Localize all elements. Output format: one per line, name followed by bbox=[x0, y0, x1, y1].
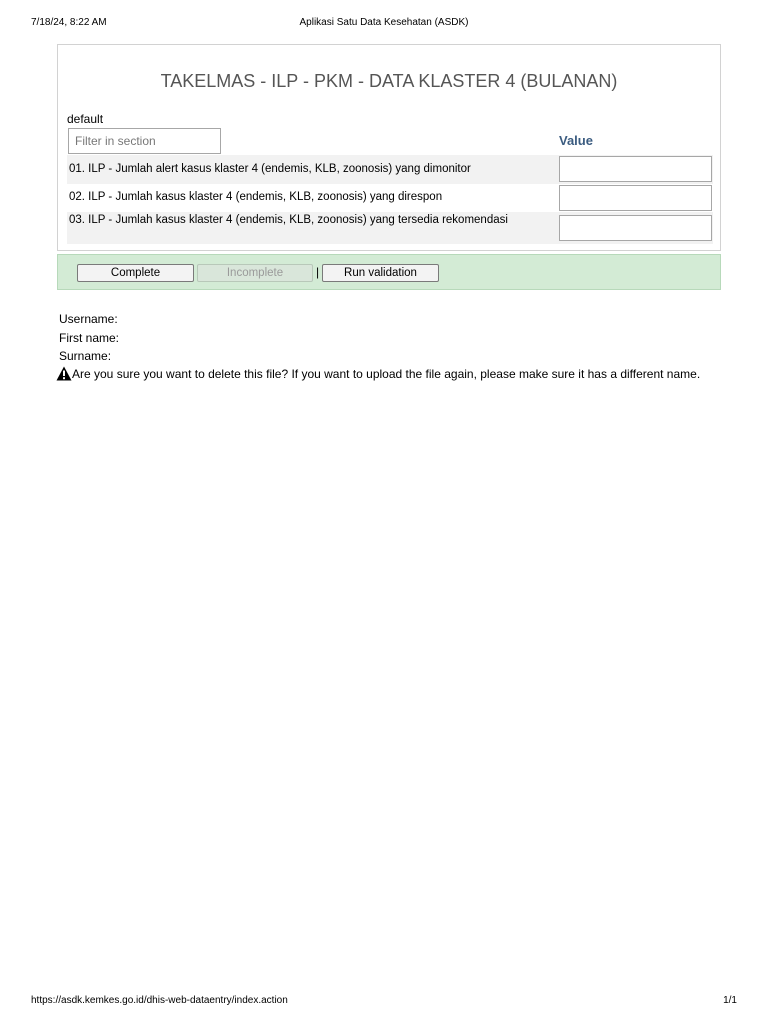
print-datetime: 7/18/24, 8:22 AM bbox=[31, 17, 107, 28]
warning-icon bbox=[56, 366, 72, 381]
data-element-label: 02. ILP - Jumlah kasus klaster 4 (endemis, KLB, zoonosis) yang direspon bbox=[69, 191, 443, 203]
data-element-row bbox=[67, 184, 713, 212]
surname-label: Surname: bbox=[59, 349, 112, 363]
username-label: Username: bbox=[59, 312, 118, 326]
data-element-label: 01. ILP - Jumlah alert kasus klaster 4 (endemis, KLB, zoonosis) yang dimonitor bbox=[69, 163, 471, 175]
button-separator: | bbox=[316, 265, 320, 279]
print-page-title: Aplikasi Satu Data Kesehatan (ASDK) bbox=[299, 17, 469, 28]
incomplete-button[interactable]: Incomplete bbox=[197, 264, 313, 282]
warning-text: Are you sure you want to delete this file? If you want to upload the file again, please make sure it has a different name. bbox=[72, 366, 701, 381]
value-input-01[interactable] bbox=[559, 156, 712, 182]
data-element-row bbox=[67, 212, 713, 244]
form-title: TAKELMAS - ILP - PKM - DATA KLASTER 4 (BULANAN) bbox=[160, 71, 618, 91]
print-header bbox=[31, 17, 737, 31]
print-page-number: 1/1 bbox=[723, 995, 737, 1006]
data-element-row bbox=[67, 155, 713, 184]
value-column-header: Value bbox=[559, 133, 593, 148]
print-url: https://asdk.kemkes.go.id/dhis-web-dataentry/index.action bbox=[31, 995, 288, 1006]
run-validation-button[interactable]: Run validation bbox=[322, 264, 439, 282]
section-name: default bbox=[67, 112, 104, 126]
filter-in-section-input[interactable] bbox=[68, 128, 221, 154]
complete-button[interactable]: Complete bbox=[77, 264, 194, 282]
data-element-label: 03. ILP - Jumlah kasus klaster 4 (endemis, KLB, zoonosis) yang tersedia rekomendasi bbox=[69, 214, 508, 226]
value-input-02[interactable] bbox=[559, 185, 712, 211]
delete-warning bbox=[56, 366, 700, 381]
data-entry-form bbox=[57, 44, 721, 251]
value-input-03[interactable] bbox=[559, 215, 712, 241]
form-action-bar bbox=[57, 254, 721, 290]
first-name-label: First name: bbox=[59, 331, 120, 345]
